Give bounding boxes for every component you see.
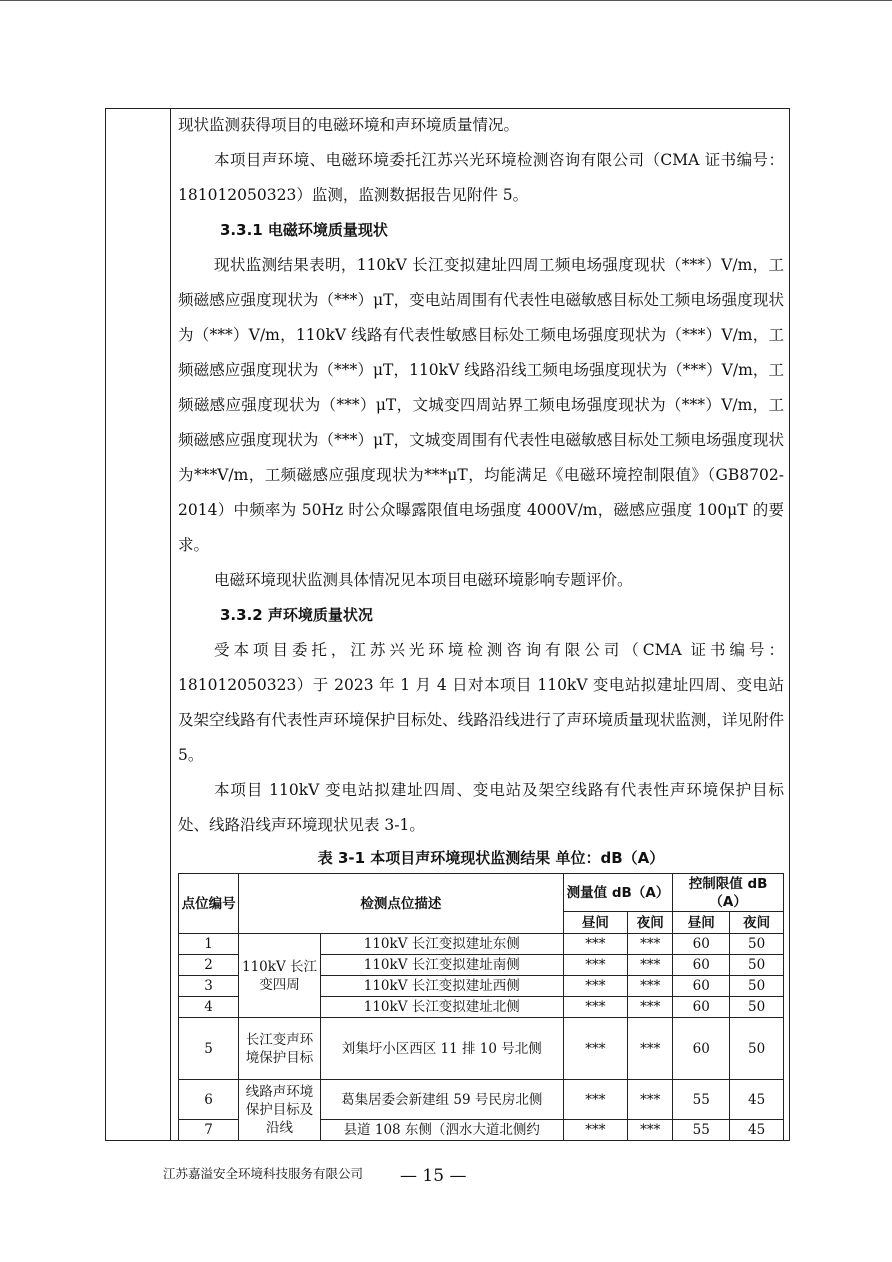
row-location: 110kV 长江变拟建址西侧 <box>320 976 563 997</box>
table-row <box>179 1018 784 1080</box>
row-location: 110kV 长江变拟建址东侧 <box>320 934 563 955</box>
header-limit: 控制限值 dB（A） <box>673 874 784 912</box>
footer-company: 江苏嘉溢安全环境科技服务有限公司 <box>163 1166 364 1181</box>
row-limit-night: 50 <box>730 955 784 976</box>
paragraph-3: 电磁环境现状监测具体情况见本项目电磁环境影响专题评价。 <box>214 571 633 589</box>
row-measured-day: *** <box>563 1018 627 1080</box>
section-heading-3-3-1: 3.3.1 电磁环境质量现状 <box>220 221 388 239</box>
page-number: — 15 — <box>400 1166 467 1186</box>
row-measured-night: *** <box>628 1120 673 1141</box>
row-measured-night: *** <box>628 1080 673 1120</box>
header-limit-night: 夜间 <box>730 912 784 934</box>
table-caption: 表 3-1 本项目声环境现状监测结果 单位：dB（A） <box>317 849 665 867</box>
header-measured: 测量值 dB（A） <box>563 874 673 912</box>
row-no: 6 <box>179 1080 239 1120</box>
section-heading-3-3-2: 3.3.2 声环境质量状况 <box>220 606 373 624</box>
row-limit-day: 60 <box>673 955 730 976</box>
row-limit-day: 60 <box>673 934 730 955</box>
row-no: 2 <box>179 955 239 976</box>
paragraph-5: 本项目 110kV 变电站拟建址四周、变电站及架空线路有代表性声环境保护目标处、线路沿线声环境现状见表 3-1。 <box>178 781 784 834</box>
group-label: 线路声环境保护目标及沿线 <box>239 1080 321 1141</box>
row-no: 3 <box>179 976 239 997</box>
group-label: 110kV 长江变四周 <box>239 934 321 1018</box>
row-measured-day: *** <box>563 976 627 997</box>
row-limit-day: 60 <box>673 1018 730 1080</box>
row-location: 葛集居委会新建组 59 号民房北侧 <box>320 1080 563 1120</box>
row-measured-night: *** <box>628 976 673 997</box>
row-measured-day: *** <box>563 934 627 955</box>
table-row <box>179 1080 784 1120</box>
row-measured-night: *** <box>628 955 673 976</box>
header-point-desc: 检测点位描述 <box>239 874 564 934</box>
header-limit-day: 昼间 <box>673 912 730 934</box>
main-content <box>178 108 784 1141</box>
paragraph-1: 本项目声环境、电磁环境委托江苏兴光环境检测咨询有限公司（CMA 证书编号：181012050323）监测，监测数据报告见附件 5。 <box>178 151 784 204</box>
row-no: 4 <box>179 997 239 1018</box>
header-point-no: 点位编号 <box>179 874 239 934</box>
row-measured-day: *** <box>563 955 627 976</box>
row-limit-night: 45 <box>730 1080 784 1120</box>
row-measured-day: *** <box>563 1080 627 1120</box>
row-location: 110kV 长江变拟建址南侧 <box>320 955 563 976</box>
row-no: 7 <box>179 1120 239 1141</box>
table-row <box>179 934 784 955</box>
row-limit-night: 45 <box>730 1120 784 1141</box>
group-label: 长江变声环境保护目标 <box>239 1018 321 1080</box>
row-no: 5 <box>179 1018 239 1080</box>
row-measured-night: *** <box>628 997 673 1018</box>
top-rule <box>0 0 892 1</box>
row-limit-night: 50 <box>730 1018 784 1080</box>
frame-left-column-divider <box>170 109 171 1140</box>
row-measured-day: *** <box>563 997 627 1018</box>
row-measured-night: *** <box>628 934 673 955</box>
paragraph-4: 受本项目委托，江苏兴光环境检测咨询有限公司（CMA 证书编号：181012050323）于 2023 年 1 月 4 日对本项目 110kV 变电站拟建址四周、变电站及架空线路有代表性声环境保护目标处、线路沿线进行了声环境质量现状监测，详见附件 5。 <box>178 641 784 764</box>
row-limit-day: 60 <box>673 997 730 1018</box>
row-limit-night: 50 <box>730 934 784 955</box>
row-limit-night: 50 <box>730 997 784 1018</box>
row-measured-day: *** <box>563 1120 627 1141</box>
row-limit-day: 60 <box>673 976 730 997</box>
row-limit-day: 55 <box>673 1120 730 1141</box>
row-limit-night: 50 <box>730 976 784 997</box>
paragraph-2: 现状监测结果表明，110kV 长江变拟建址四周工频电场强度现状（***）V/m，工频磁感应强度现状为（***）μT，变电站周围有代表性电磁敏感目标处工频电场强度现状为（***）V/m，110kV 线路有代表性敏感目标处工频电场强度现状为（***）V/m，工频磁感应强度现状为（***）μT，110kV 线路沿线工频电场强度现状为（***）V/m，工频磁感应强度现状为（***）μT，文城变四周站界工频电场强度现状为（***）V/m，工频磁感应强度现状为（***）μT，文城变周围有代表性电磁敏感目标处工频电场强度现状为***V/m，工频磁感应强度现状为***μT，均能满足《电磁环境控制限值》（GB8702-2014）中频率为 50Hz 时公众曝露限值电场强度 4000V/m，磁感应强度 100μT 的要求。 <box>178 256 784 554</box>
row-location: 县道 108 东侧（泗水大道北侧约 <box>320 1120 563 1141</box>
row-location: 刘集圩小区西区 11 排 10 号北侧 <box>320 1018 563 1080</box>
header-measured-day: 昼间 <box>563 912 627 934</box>
row-location: 110kV 长江变拟建址北侧 <box>320 997 563 1018</box>
row-limit-day: 55 <box>673 1080 730 1120</box>
header-measured-night: 夜间 <box>628 912 673 934</box>
noise-monitoring-table <box>178 873 784 1141</box>
row-no: 1 <box>179 934 239 955</box>
row-measured-night: *** <box>628 1018 673 1080</box>
paragraph-0: 现状监测获得项目的电磁环境和声环境质量情况。 <box>178 116 520 134</box>
